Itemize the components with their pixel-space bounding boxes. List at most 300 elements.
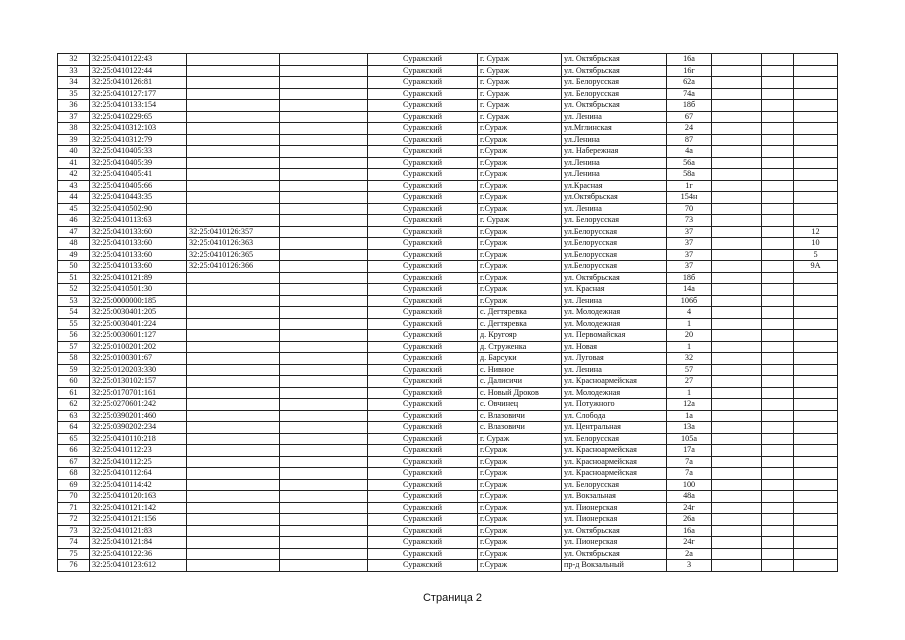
locality-cell: г. Сураж [478, 88, 562, 100]
flat-cell [794, 399, 838, 411]
premises-cadastral-number [187, 295, 280, 307]
table-row [58, 445, 838, 457]
blank-cell [712, 410, 762, 422]
blank-cell [280, 502, 368, 514]
district-cell: Суражский [368, 468, 478, 480]
district-cell: Суражский [368, 111, 478, 123]
blank-cell [280, 433, 368, 445]
blank-cell [712, 203, 762, 215]
blank-cell [762, 422, 794, 434]
blank-cell [280, 272, 368, 284]
blank-cell [280, 123, 368, 135]
blank-cell [280, 134, 368, 146]
blank-cell [762, 169, 794, 181]
blank-cell [280, 169, 368, 181]
blank-cell [762, 502, 794, 514]
premises-cadastral-number [187, 491, 280, 503]
house-cell: 37 [667, 238, 712, 250]
table-row [58, 215, 838, 227]
flat-cell [794, 284, 838, 296]
blank-cell [762, 65, 794, 77]
blank-cell [762, 364, 794, 376]
blank-cell [762, 249, 794, 261]
row-number: 64 [58, 422, 90, 434]
house-cell: 3 [667, 560, 712, 572]
row-number: 35 [58, 88, 90, 100]
house-cell: 18б [667, 272, 712, 284]
blank-cell [762, 180, 794, 192]
locality-cell: г.Сураж [478, 479, 562, 491]
flat-cell [794, 410, 838, 422]
table-row [58, 525, 838, 537]
blank-cell [762, 330, 794, 342]
blank-cell [280, 514, 368, 526]
street-cell: ул. Красноармейская [562, 445, 667, 457]
blank-cell [762, 399, 794, 411]
row-number: 33 [58, 65, 90, 77]
row-number: 53 [58, 295, 90, 307]
flat-cell [794, 146, 838, 158]
flat-cell [794, 77, 838, 89]
house-cell: 17а [667, 445, 712, 457]
district-cell: Суражский [368, 525, 478, 537]
district-cell: Суражский [368, 146, 478, 158]
row-number: 68 [58, 468, 90, 480]
premises-cadastral-number [187, 203, 280, 215]
table-row [58, 376, 838, 388]
cadastral-number: 32:25:0410133:154 [90, 100, 187, 112]
house-cell: 73 [667, 215, 712, 227]
locality-cell: г.Сураж [478, 249, 562, 261]
cadastral-number: 32:25:0410405:39 [90, 157, 187, 169]
blank-cell [712, 433, 762, 445]
premises-cadastral-number [187, 537, 280, 549]
house-cell: 24г [667, 502, 712, 514]
flat-cell [794, 479, 838, 491]
locality-cell: г.Сураж [478, 284, 562, 296]
blank-cell [280, 203, 368, 215]
street-cell: ул. Новая [562, 341, 667, 353]
locality-cell: г.Сураж [478, 537, 562, 549]
cadastral-number: 32:25:0410122:44 [90, 65, 187, 77]
locality-cell: д. Барсуки [478, 353, 562, 365]
blank-cell [712, 364, 762, 376]
blank-cell [280, 491, 368, 503]
street-cell: ул. Центральная [562, 422, 667, 434]
row-number: 63 [58, 410, 90, 422]
blank-cell [712, 146, 762, 158]
blank-cell [712, 134, 762, 146]
district-cell: Суражский [368, 77, 478, 89]
flat-cell [794, 54, 838, 66]
blank-cell [762, 261, 794, 273]
cadastral-number: 32:25:0120203:330 [90, 364, 187, 376]
property-table [57, 53, 838, 572]
district-cell: Суражский [368, 203, 478, 215]
street-cell: ул. Потужного [562, 399, 667, 411]
district-cell: Суражский [368, 238, 478, 250]
blank-cell [762, 272, 794, 284]
house-cell: 7а [667, 468, 712, 480]
blank-cell [762, 111, 794, 123]
cadastral-number: 32:25:0000000:185 [90, 295, 187, 307]
row-number: 37 [58, 111, 90, 123]
locality-cell: г.Сураж [478, 261, 562, 273]
flat-cell: 10 [794, 238, 838, 250]
premises-cadastral-number [187, 387, 280, 399]
premises-cadastral-number [187, 525, 280, 537]
house-cell: 16а [667, 54, 712, 66]
district-cell: Суражский [368, 284, 478, 296]
house-cell: 70 [667, 203, 712, 215]
cadastral-number: 32:25:0410121:89 [90, 272, 187, 284]
cadastral-number: 32:25:0410501:30 [90, 284, 187, 296]
locality-cell: г. Сураж [478, 65, 562, 77]
blank-cell [280, 284, 368, 296]
row-number: 54 [58, 307, 90, 319]
cadastral-number: 32:25:0410133:60 [90, 261, 187, 273]
table-row [58, 134, 838, 146]
cadastral-number: 32:25:0170701:161 [90, 387, 187, 399]
district-cell: Суражский [368, 479, 478, 491]
blank-cell [712, 330, 762, 342]
locality-cell: г. Сураж [478, 100, 562, 112]
premises-cadastral-number [187, 215, 280, 227]
table-row [58, 514, 838, 526]
blank-cell [712, 341, 762, 353]
blank-cell [712, 261, 762, 273]
cadastral-number: 32:25:0100301:67 [90, 353, 187, 365]
blank-cell [712, 387, 762, 399]
cadastral-number: 32:25:0410133:60 [90, 249, 187, 261]
table-row [58, 65, 838, 77]
premises-cadastral-number: 32:25:0410126:363 [187, 238, 280, 250]
blank-cell [762, 548, 794, 560]
table-body [58, 54, 838, 572]
premises-cadastral-number: 32:25:0410126:365 [187, 249, 280, 261]
locality-cell: г.Сураж [478, 123, 562, 135]
premises-cadastral-number [187, 341, 280, 353]
blank-cell [712, 272, 762, 284]
locality-cell: г.Сураж [478, 192, 562, 204]
district-cell: Суражский [368, 330, 478, 342]
blank-cell [280, 295, 368, 307]
blank-cell [712, 295, 762, 307]
locality-cell: г. Сураж [478, 433, 562, 445]
premises-cadastral-number [187, 479, 280, 491]
locality-cell: с. Дегтяревка [478, 307, 562, 319]
flat-cell [794, 456, 838, 468]
premises-cadastral-number [187, 77, 280, 89]
house-cell: 14а [667, 284, 712, 296]
house-cell: 32 [667, 353, 712, 365]
blank-cell [762, 226, 794, 238]
street-cell: ул.Ленина [562, 134, 667, 146]
table-row [58, 88, 838, 100]
row-number: 43 [58, 180, 90, 192]
blank-cell [762, 387, 794, 399]
flat-cell [794, 123, 838, 135]
table-row [58, 502, 838, 514]
row-number: 75 [58, 548, 90, 560]
house-cell: 24г [667, 537, 712, 549]
blank-cell [712, 100, 762, 112]
locality-cell: г.Сураж [478, 456, 562, 468]
blank-cell [712, 479, 762, 491]
blank-cell [280, 261, 368, 273]
blank-cell [762, 100, 794, 112]
blank-cell [280, 468, 368, 480]
blank-cell [762, 157, 794, 169]
flat-cell: 9А [794, 261, 838, 273]
premises-cadastral-number [187, 284, 280, 296]
blank-cell [762, 341, 794, 353]
blank-cell [712, 548, 762, 560]
premises-cadastral-number [187, 307, 280, 319]
table-row [58, 318, 838, 330]
premises-cadastral-number [187, 318, 280, 330]
house-cell: 7а [667, 456, 712, 468]
street-cell: ул. Молодежная [562, 307, 667, 319]
row-number: 69 [58, 479, 90, 491]
table-row [58, 353, 838, 365]
blank-cell [712, 318, 762, 330]
blank-cell [762, 215, 794, 227]
cadastral-number: 32:25:0410405:41 [90, 169, 187, 181]
locality-cell: г.Сураж [478, 491, 562, 503]
premises-cadastral-number [187, 192, 280, 204]
blank-cell [712, 560, 762, 572]
table-row [58, 238, 838, 250]
table-row [58, 180, 838, 192]
flat-cell: 5 [794, 249, 838, 261]
blank-cell [762, 123, 794, 135]
blank-cell [762, 445, 794, 457]
page-number: Страница 2 [422, 592, 483, 604]
street-cell: ул. Октябрьская [562, 525, 667, 537]
cadastral-number: 32:25:0130102:157 [90, 376, 187, 388]
cadastral-number: 32:25:0410121:84 [90, 537, 187, 549]
row-number: 55 [58, 318, 90, 330]
row-number: 44 [58, 192, 90, 204]
blank-cell [762, 284, 794, 296]
blank-cell [762, 88, 794, 100]
locality-cell: с. Овчинец [478, 399, 562, 411]
flat-cell [794, 422, 838, 434]
flat-cell [794, 88, 838, 100]
house-cell: 105а [667, 433, 712, 445]
street-cell: ул. Красноармейская [562, 456, 667, 468]
locality-cell: г.Сураж [478, 514, 562, 526]
cadastral-number: 32:25:0410121:142 [90, 502, 187, 514]
cadastral-number: 32:25:0410229:65 [90, 111, 187, 123]
blank-cell [712, 491, 762, 503]
street-cell: ул. Красноармейская [562, 376, 667, 388]
cadastral-number: 32:25:0410405:66 [90, 180, 187, 192]
table-row [58, 364, 838, 376]
street-cell: ул. Вокзальная [562, 491, 667, 503]
district-cell: Суражский [368, 491, 478, 503]
premises-cadastral-number [187, 65, 280, 77]
house-cell: 74а [667, 88, 712, 100]
blank-cell [762, 537, 794, 549]
flat-cell [794, 387, 838, 399]
blank-cell [762, 468, 794, 480]
flat-cell [794, 330, 838, 342]
blank-cell [762, 514, 794, 526]
table-row [58, 100, 838, 112]
row-number: 36 [58, 100, 90, 112]
blank-cell [712, 65, 762, 77]
blank-cell [712, 399, 762, 411]
locality-cell: г.Сураж [478, 134, 562, 146]
street-cell: ул. Ленина [562, 203, 667, 215]
blank-cell [280, 560, 368, 572]
house-cell: 2а [667, 548, 712, 560]
street-cell: ул. Пионерская [562, 514, 667, 526]
street-cell: ул.Ленина [562, 157, 667, 169]
house-cell: 18б [667, 100, 712, 112]
district-cell: Суражский [368, 215, 478, 227]
row-number: 71 [58, 502, 90, 514]
blank-cell [762, 353, 794, 365]
row-number: 47 [58, 226, 90, 238]
premises-cadastral-number [187, 376, 280, 388]
street-cell: ул.Красная [562, 180, 667, 192]
cadastral-number: 32:25:0410122:43 [90, 54, 187, 66]
premises-cadastral-number [187, 410, 280, 422]
district-cell: Суражский [368, 65, 478, 77]
cadastral-number: 32:25:0410126:81 [90, 77, 187, 89]
house-cell: 62а [667, 77, 712, 89]
row-number: 32 [58, 54, 90, 66]
house-cell: 4а [667, 146, 712, 158]
cadastral-number: 32:25:0410405:33 [90, 146, 187, 158]
premises-cadastral-number: 32:25:0410126:366 [187, 261, 280, 273]
district-cell: Суражский [368, 364, 478, 376]
blank-cell [280, 376, 368, 388]
flat-cell [794, 100, 838, 112]
street-cell: ул. Слобода [562, 410, 667, 422]
row-number: 57 [58, 341, 90, 353]
table-row [58, 491, 838, 503]
district-cell: Суражский [368, 54, 478, 66]
table-row [58, 433, 838, 445]
blank-cell [712, 123, 762, 135]
cadastral-number: 32:25:0410133:60 [90, 226, 187, 238]
street-cell: ул. Белорусская [562, 77, 667, 89]
district-cell: Суражский [368, 514, 478, 526]
table-row [58, 261, 838, 273]
table-row [58, 123, 838, 135]
street-cell: ул. Красная [562, 284, 667, 296]
blank-cell [712, 514, 762, 526]
street-cell: ул. Ленина [562, 364, 667, 376]
blank-cell [762, 146, 794, 158]
blank-cell [280, 238, 368, 250]
row-number: 72 [58, 514, 90, 526]
district-cell: Суражский [368, 272, 478, 284]
row-number: 48 [58, 238, 90, 250]
blank-cell [712, 180, 762, 192]
premises-cadastral-number [187, 456, 280, 468]
blank-cell [280, 341, 368, 353]
blank-cell [712, 77, 762, 89]
blank-cell [762, 456, 794, 468]
blank-cell [280, 180, 368, 192]
street-cell: ул. Пионерская [562, 502, 667, 514]
cadastral-number: 32:25:0410112:64 [90, 468, 187, 480]
table-row [58, 157, 838, 169]
blank-cell [712, 88, 762, 100]
district-cell: Суражский [368, 169, 478, 181]
cadastral-number: 32:25:0410110:218 [90, 433, 187, 445]
district-cell: Суражский [368, 456, 478, 468]
row-number: 73 [58, 525, 90, 537]
flat-cell [794, 134, 838, 146]
row-number: 70 [58, 491, 90, 503]
blank-cell [280, 537, 368, 549]
locality-cell: г.Сураж [478, 180, 562, 192]
blank-cell [280, 318, 368, 330]
blank-cell [280, 422, 368, 434]
row-number: 59 [58, 364, 90, 376]
premises-cadastral-number [187, 433, 280, 445]
blank-cell [712, 468, 762, 480]
cadastral-number: 32:25:0410121:83 [90, 525, 187, 537]
premises-cadastral-number [187, 502, 280, 514]
house-cell: 24 [667, 123, 712, 135]
row-number: 67 [58, 456, 90, 468]
blank-cell [280, 77, 368, 89]
table-row [58, 537, 838, 549]
row-number: 76 [58, 560, 90, 572]
premises-cadastral-number [187, 54, 280, 66]
premises-cadastral-number [187, 422, 280, 434]
cadastral-number: 32:25:0410122:36 [90, 548, 187, 560]
blank-cell [280, 548, 368, 560]
house-cell: 4 [667, 307, 712, 319]
house-cell: 16г [667, 65, 712, 77]
row-number: 49 [58, 249, 90, 261]
table-row [58, 146, 838, 158]
street-cell: ул.Белорусская [562, 238, 667, 250]
cadastral-number: 32:25:0410502:90 [90, 203, 187, 215]
cadastral-number: 32:25:0390201:460 [90, 410, 187, 422]
street-cell: ул. Белорусская [562, 433, 667, 445]
row-number: 74 [58, 537, 90, 549]
cadastral-number: 32:25:0410127:177 [90, 88, 187, 100]
cadastral-number: 32:25:0410120:163 [90, 491, 187, 503]
blank-cell [280, 65, 368, 77]
table-row [58, 387, 838, 399]
street-cell: ул.Белорусская [562, 226, 667, 238]
blank-cell [280, 146, 368, 158]
blank-cell [712, 157, 762, 169]
premises-cadastral-number [187, 134, 280, 146]
blank-cell [280, 387, 368, 399]
cadastral-number: 32:25:0030601:127 [90, 330, 187, 342]
house-cell: 37 [667, 249, 712, 261]
blank-cell [280, 353, 368, 365]
blank-cell [712, 525, 762, 537]
locality-cell: г.Сураж [478, 560, 562, 572]
district-cell: Суражский [368, 249, 478, 261]
row-number: 58 [58, 353, 90, 365]
house-cell: 27 [667, 376, 712, 388]
locality-cell: г.Сураж [478, 445, 562, 457]
premises-cadastral-number: 32:25:0410126:357 [187, 226, 280, 238]
